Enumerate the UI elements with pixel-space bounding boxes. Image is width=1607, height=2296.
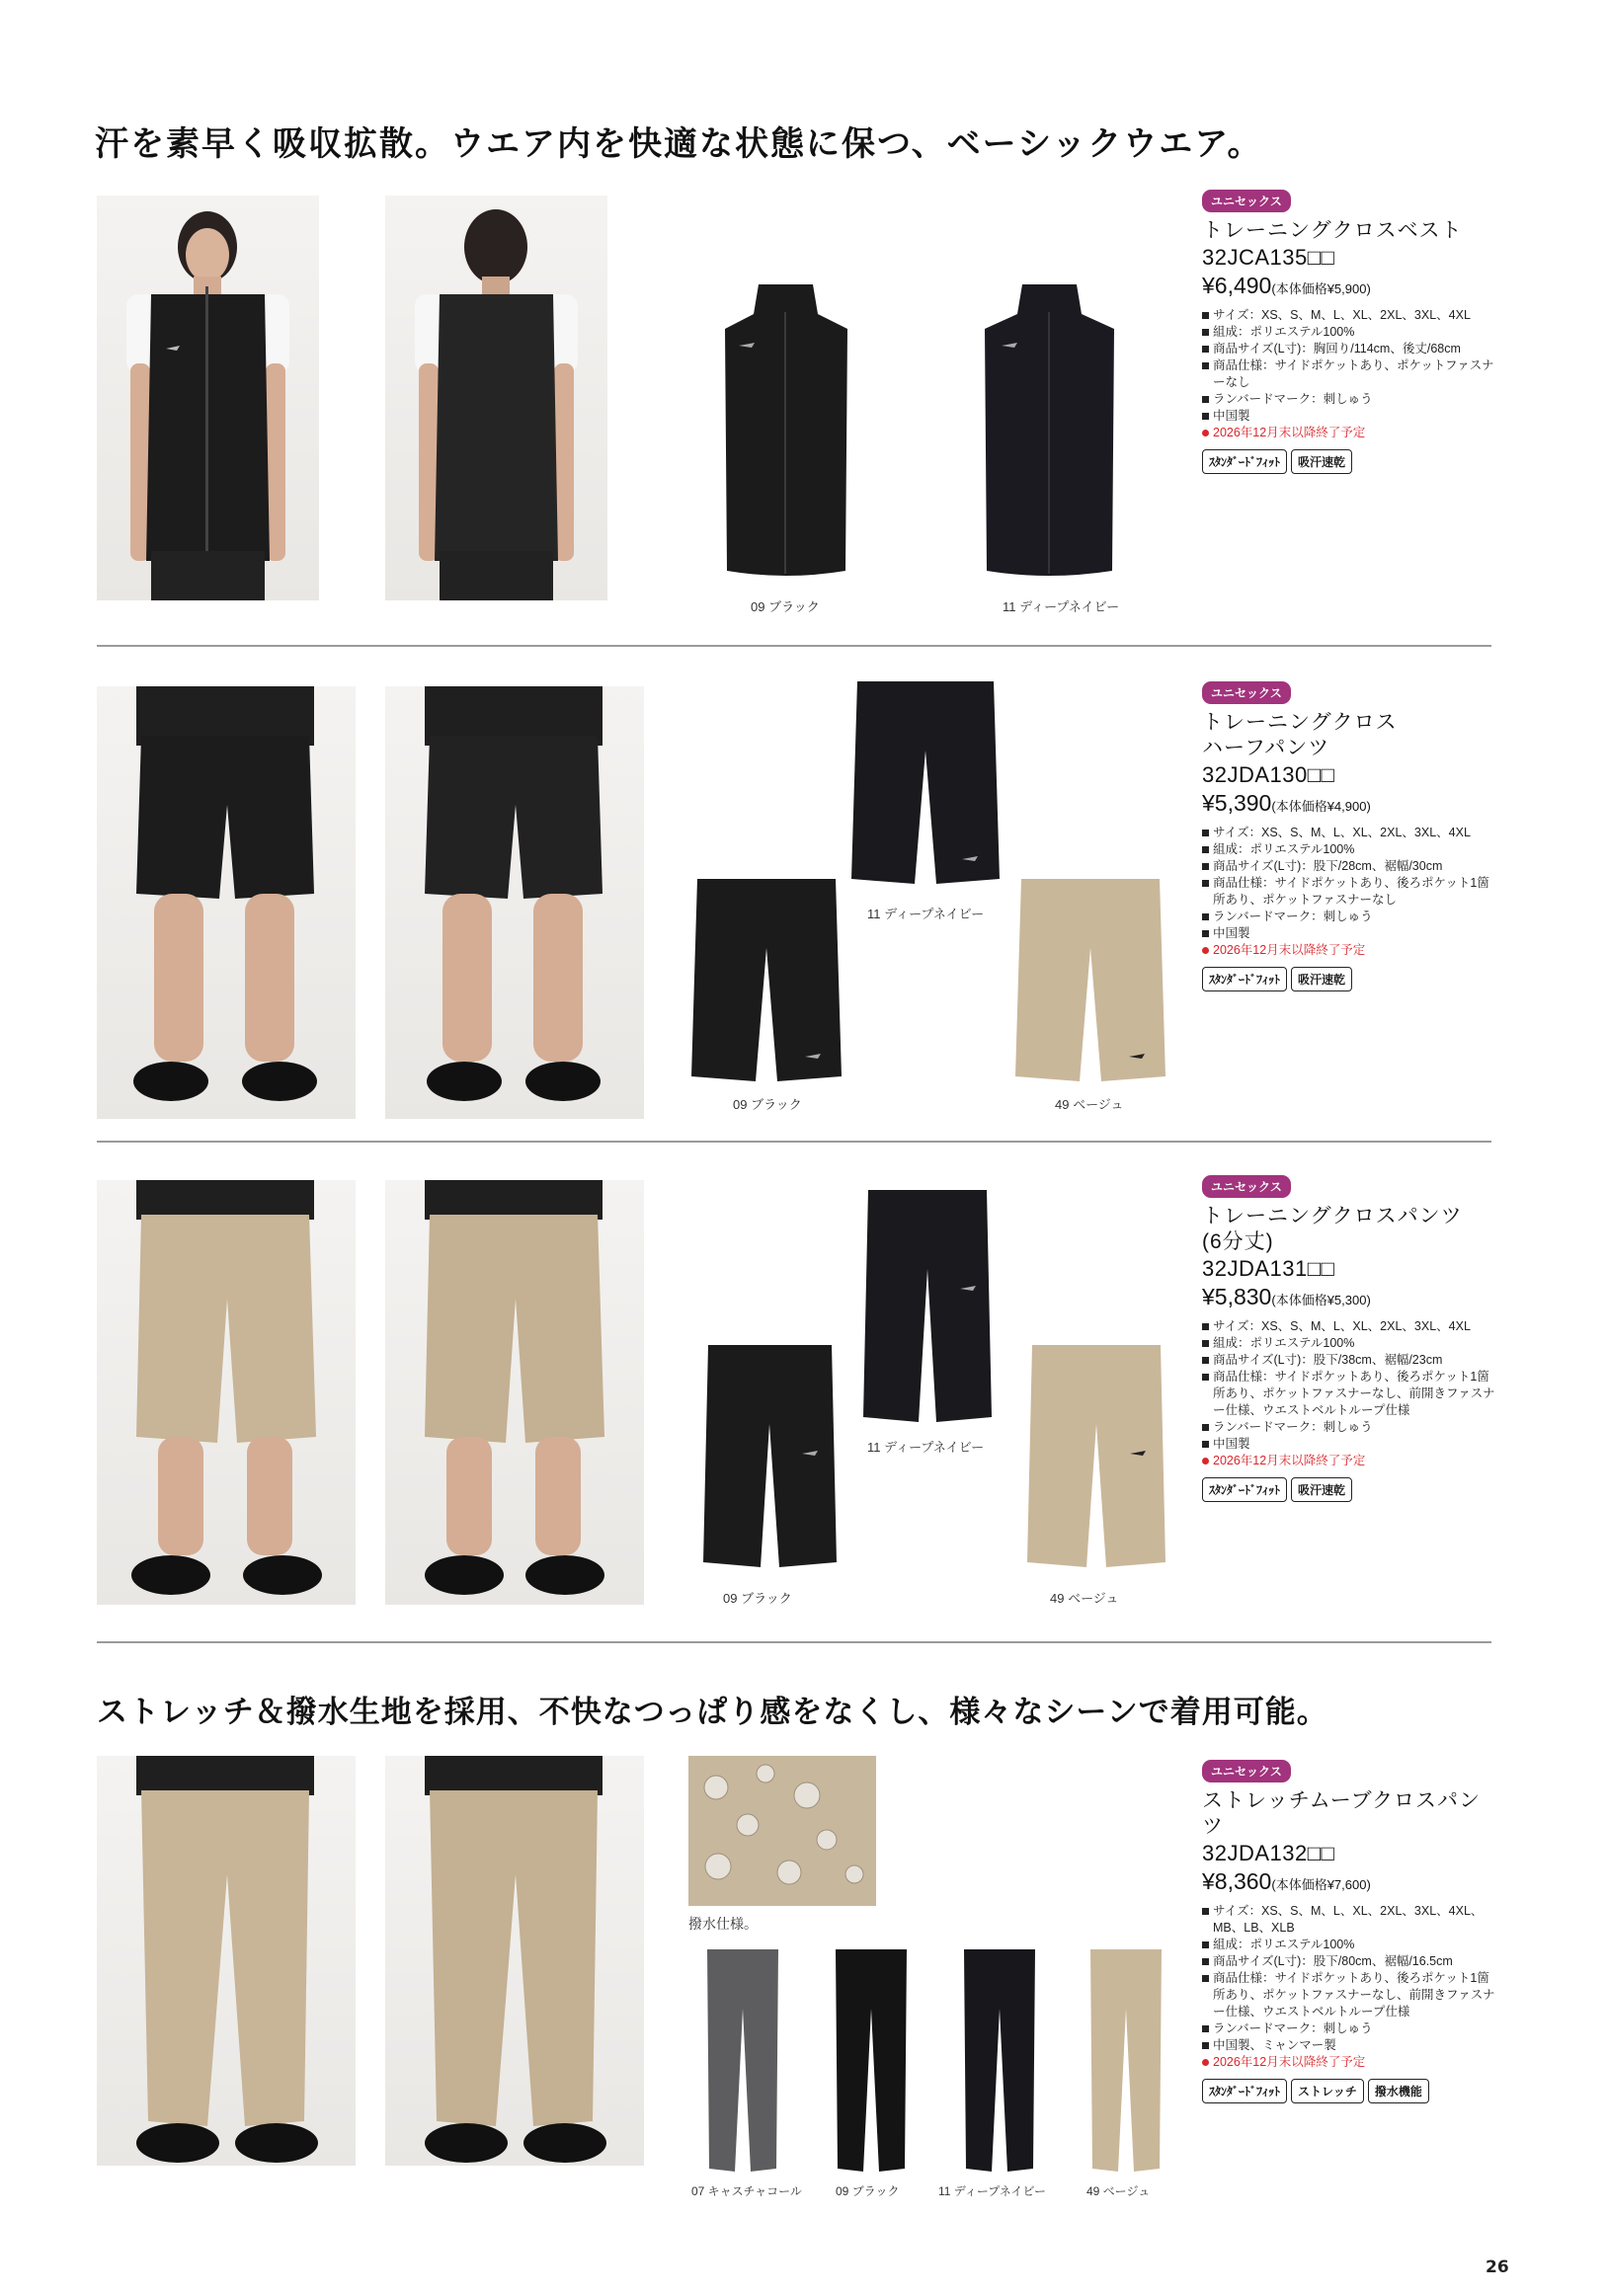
spec-list [1202,1318,1498,1453]
spec-item: 組成：ポリエステル100% [1202,324,1498,341]
model-photo-stretchpants-back [385,1756,644,2166]
feature-tag: 吸汗速乾 [1291,967,1352,991]
product-vest-black [719,284,852,581]
color-caption: 11 ディープネイビー [867,907,985,921]
feature-tag: 撥水機能 [1368,2079,1429,2103]
feature-tag: 吸汗速乾 [1291,1477,1352,1502]
feature-tags [1202,2079,1498,2103]
spec-item: 商品サイズ(L寸)：股下/38cm、裾幅/23cm [1202,1352,1498,1369]
color-caption: 07 キャスチャコール [691,2184,802,2198]
spec-list [1202,1903,1498,2054]
discontinue-notice: 2026年12月末以降終了予定 [1202,1453,1498,1469]
product-code: 32JDA131□□ [1202,1256,1335,1281]
product-halfpants-black [691,879,842,1081]
spec-item: ランバードマーク：刺しゅう [1202,909,1498,925]
product-6bunpants-navy [863,1190,992,1422]
spec-item: 中国製 [1202,925,1498,942]
price-value: ¥8,360 [1202,1868,1272,1894]
discontinue-notice: 2026年12月末以降終了予定 [1202,425,1498,441]
model-photo-stretchpants-front [97,1756,356,2166]
model-photo-halfpants-front [97,686,356,1119]
spec-item: 組成：ポリエステル100% [1202,841,1498,858]
section-headline-basic: 汗を素早く吸収拡散。ウエア内を快適な状態に保つ、ベーシックウエア。 [95,124,1263,164]
model-photo-halfpants-back [385,686,644,1119]
spec-item: ランバードマーク：刺しゅう [1202,1419,1498,1436]
model-photo-6bunpants-front [97,1180,356,1605]
spec-item: 中国製、ミャンマー製 [1202,2037,1498,2054]
spec-list [1202,825,1498,942]
unisex-badge: ユニセックス [1202,1175,1291,1198]
color-caption: 49 ベージュ [1050,1591,1119,1606]
spec-item: 中国製 [1202,1436,1498,1453]
feature-tags [1202,449,1498,474]
feature-tag: ｽﾀﾝﾀﾞｰﾄﾞﾌｨｯﾄ [1202,449,1287,474]
spec-item: 商品サイズ(L寸)：胸回り/114cm、後丈/68cm [1202,341,1498,357]
spec-item: 商品仕様：サイドポケットあり、後ろポケット1箇所あり、ポケットファスナーなし、前開きファスナー仕様、ウエストベルトループ仕様 [1202,1369,1498,1419]
price-value: ¥5,390 [1202,790,1272,816]
discontinue-notice: 2026年12月末以降終了予定 [1202,2054,1498,2071]
spec-item: サイズ：XS、S、M、L、XL、2XL、3XL、4XL [1202,1318,1498,1335]
product-stretchpants-navy [960,1949,1039,2172]
price-value: ¥6,490 [1202,273,1272,298]
spec-item: 商品仕様：サイドポケットあり、後ろポケット1箇所あり、ポケットファスナーなし、前開きファスナー仕様、ウエストベルトループ仕様 [1202,1970,1498,2020]
price-note: (本体価格¥5,900) [1271,281,1371,296]
color-caption: 11 ディープネイビー [938,2184,1047,2198]
feature-tags [1202,967,1498,991]
spec-item: 商品サイズ(L寸)：股下/28cm、裾幅/30cm [1202,858,1498,875]
section-divider [97,1141,1491,1143]
price-note: (本体価格¥7,600) [1271,1877,1371,1892]
section-divider [97,1641,1491,1643]
product-6bunpants-black [703,1345,837,1567]
spec-item: 商品サイズ(L寸)：股下/80cm、裾幅/16.5cm [1202,1953,1498,1970]
product-stretchpants-black [832,1949,911,2172]
feature-tags [1202,1477,1498,1502]
product-code: 32JCA135□□ [1202,245,1335,270]
swatch-caption: 撥水仕様。 [688,1916,758,1932]
product-code: 32JDA130□□ [1202,762,1335,787]
color-caption: 49 ベージュ [1055,1097,1124,1112]
product-6bunpants-beige [1027,1345,1165,1567]
product-stretchpants-charcoal [703,1949,782,2172]
price-value: ¥5,830 [1202,1284,1272,1309]
price-note: (本体価格¥4,900) [1271,799,1371,814]
product-halfpants-beige [1015,879,1165,1081]
spec-item: ランバードマーク：刺しゅう [1202,2020,1498,2037]
section-headline-stretch: ストレッチ＆撥水生地を採用、不快なつっぱり感をなくし、様々なシーンで着用可能。 [97,1695,1328,1730]
spec-item: 商品仕様：サイドポケットあり、後ろポケット1箇所あり、ポケットファスナーなし [1202,875,1498,909]
unisex-badge: ユニセックス [1202,681,1291,704]
color-caption: 09 ブラック [836,2184,900,2198]
product-price [1202,272,1498,303]
product-stretchpants-beige [1086,1949,1165,2172]
product-name: トレーニングクロスベスト [1202,219,1463,242]
page-number: 26 [1486,2257,1509,2277]
product-vest-navy [978,284,1121,581]
color-caption: 49 ベージュ [1086,2184,1151,2198]
color-caption: 11 ディープネイビー [1003,599,1120,614]
feature-tag: ｽﾀﾝﾀﾞｰﾄﾞﾌｨｯﾄ [1202,967,1287,991]
feature-tag: ｽﾀﾝﾀﾞｰﾄﾞﾌｨｯﾄ [1202,1477,1287,1502]
product-halfpants-navy [851,681,1000,884]
product-price [1202,789,1498,821]
model-photo-vest-front [97,196,319,600]
spec-item: 組成：ポリエステル100% [1202,1335,1498,1352]
color-caption: 09 ブラック [751,599,820,614]
spec-list [1202,307,1498,425]
product-code: 32JDA132□□ [1202,1841,1335,1865]
product-price [1202,1867,1498,1899]
spec-item: 商品仕様：サイドポケットあり、ポケットファスナーなし [1202,357,1498,391]
color-caption: 09 ブラック [723,1591,792,1606]
product-info-stretchpants [1202,1760,1498,2103]
spec-item: 中国製 [1202,408,1498,425]
product-info-halfpants [1202,681,1498,991]
product-name: トレーニングクロスパンツ (6分丈) [1202,1205,1463,1253]
model-photo-vest-back [385,196,607,600]
spec-item: サイズ：XS、S、M、L、XL、2XL、3XL、4XL、MB、LB、XLB [1202,1903,1498,1937]
color-caption: 11 ディープネイビー [867,1440,985,1455]
product-price [1202,1283,1498,1314]
product-name: ストレッチムーブクロスパンツ [1202,1789,1482,1838]
price-note: (本体価格¥5,300) [1271,1293,1371,1307]
color-caption: 09 ブラック [733,1097,802,1112]
spec-item: サイズ：XS、S、M、L、XL、2XL、3XL、4XL [1202,307,1498,324]
model-photo-6bunpants-back [385,1180,644,1605]
water-repellent-swatch [688,1756,876,1906]
unisex-badge: ユニセックス [1202,190,1291,212]
spec-item: サイズ：XS、S、M、L、XL、2XL、3XL、4XL [1202,825,1498,841]
discontinue-notice: 2026年12月末以降終了予定 [1202,942,1498,959]
spec-item: ランバードマーク：刺しゅう [1202,391,1498,408]
product-name: トレーニングクロス ハーフパンツ [1202,711,1398,759]
product-info-vest [1202,190,1498,474]
feature-tag: ｽﾀﾝﾀﾞｰﾄﾞﾌｨｯﾄ [1202,2079,1287,2103]
unisex-badge: ユニセックス [1202,1760,1291,1782]
spec-item: 組成：ポリエステル100% [1202,1937,1498,1953]
section-divider [97,645,1491,647]
product-info-6bunpants [1202,1175,1498,1502]
feature-tag: ストレッチ [1291,2079,1364,2103]
feature-tag: 吸汗速乾 [1291,449,1352,474]
